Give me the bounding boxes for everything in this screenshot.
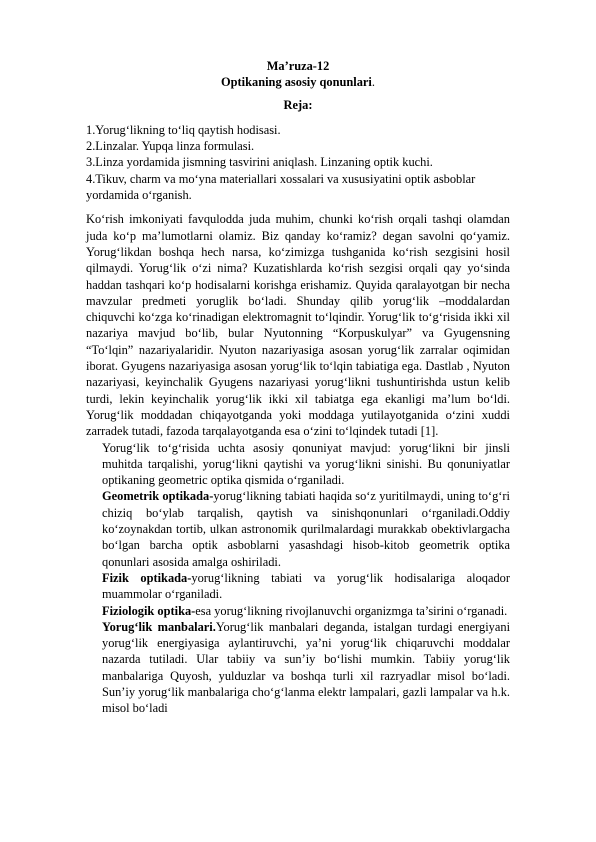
physical-optics-text: yorug‘likning tabiati va yorug‘lik hodisalariga aloqador muammolar o‘rganiladi. (102, 570, 511, 602)
light-sources-paragraph (102, 619, 510, 717)
geometric-optics-term: Geometrik optikada- (102, 489, 214, 504)
plan-item: 1.Yorug‘likning to‘liq qaytish hodisasi. (86, 122, 281, 137)
document-page (86, 58, 510, 717)
intro-paragraph: Ko‘rish imkoniyati favqulodda juda muhim, chunki ko‘rish orqali tashqi olamdan juda ko‘p ma’lumotlarni olamiz. Biz qanday ko‘ramiz? degan savolni qo‘yamiz. Yorug‘likdan boshqa hech narsa, ko‘zimizga tushganida ko‘rish sezgisini hosil qilmaydi. Yorug‘lik o‘zi nima? Kuzatishlarda ko‘rish sezgisi orqali qay yo‘sinda haddan tashqari ko‘p hodisalarni korishga erishamiz. Quyida qaralayotgan bir necha mavzular predmeti yoruglik bo‘ladi. Shunday qilib yorug‘lik –moddalardan chiquvchi ko‘zga ko‘rinadigan elektromagnit to‘lqindir. Yorug‘lik to‘g‘risida ikki xil nazariya mavjud bo‘lib, bular Nyutonning “Korpuskulyar” va Gyugensning “To‘lqin” nazariyalaridir. Nyuton nazariyasiga asosan yorug‘lik zarralar oqimidan iborat. Gyugens nazariyasiga asosan yorug‘lik to‘lqin tabiatiga ega. Dastlab , Nyuton nazariyasi, keyinchalik Gyugens nazariyasi yorug‘likni tushuntirishda ustun kelib turdi, lekin keyinchalik yorug‘lik ikki xil tabiatga ega ekanligi ma’lum bo‘ldi. Yorug‘lik moddadan chiqayotganda yoki moddaga yutilayotganida o‘zini xuddi zarradek tutadi, fazoda tarqalayotganda esa o‘zini to‘lqindek tutadi [1]. (86, 212, 510, 439)
indented-section (86, 440, 510, 717)
subtitle-text: Optikaning asosiy qonunlari (221, 75, 372, 90)
plan-item: 3.Linza yordamida jismning tasvirini aniqlash. Linzaning optik kuchi. (86, 155, 433, 170)
physical-optics-term: Fizik optikada- (102, 570, 192, 585)
light-sources-text: Yorug‘lik manbalari deganda, istalgan turdagi energiyani yorug‘lik energiyasiga aylantiruvchi, ya’ni yorug‘lik chiqaruvchi moddalar nazarda tutiladi. Ular tabiiy va sun’iy bo‘lishi mumkin. Tabiiy yorug‘lik manbalariga Quyosh, yulduzlar va boshqa turli xil razryadlar misol bo‘ladi. Sun’iy yorug‘lik manbalariga cho‘g‘lanma elektr lampalari, gazli lampalar va h.k. misol bo‘ladi (102, 619, 511, 716)
laws-paragraph: Yorug‘lik to‘g‘risida uchta asosiy qonuniyat mavjud: yorug‘likni bir jinsli muhitda tarqalishi, yorug‘likni qaytishi va yorug‘likni sinishi. Bu qonuniyatlar optikaning geometric optika qismida o‘rganiladi. (102, 440, 510, 488)
physiological-optics-text: esa yorug‘likning rivojlanuvchi organizmga ta’sirini o‘rganadi. (195, 603, 508, 618)
plan-heading: Reja: (283, 97, 313, 112)
plan-item: 2.Linzalar. Yupqa linza formulasi. (86, 139, 255, 154)
physical-optics-paragraph (102, 570, 510, 603)
plan-list (86, 122, 510, 203)
physiological-optics-paragraph (102, 603, 510, 619)
lecture-subtitle (86, 74, 510, 90)
light-sources-term: Yorug‘lik manbalari. (102, 619, 216, 634)
plan-item: 4.Tikuv, charm va mo‘yna materiallari xossalari va xususiyatini optik asboblar yordamida o‘rganish. (86, 171, 476, 203)
lecture-title: Ma’ruza-12 (266, 59, 330, 73)
subtitle-period: . (371, 75, 375, 90)
physiological-optics-term: Fiziologik optika- (102, 603, 196, 618)
geometric-optics-text: yorug‘likning tabiati haqida so‘z yuritilmaydi, uning to‘g‘ri chiziq bo‘ylab tarqalish, qaytish va sinishqonunlari o‘rganiladi.Oddiy ko‘zoynakdan tortib, ulkan astronomik qurilmalardagi murakkab obektivlargacha bo‘lgan barcha optik asboblarni yasashdagi hisob-kitob geometrik optika qonunlari asosida amalga oshiriladi. (102, 489, 510, 569)
geometric-optics-paragraph (102, 488, 510, 569)
